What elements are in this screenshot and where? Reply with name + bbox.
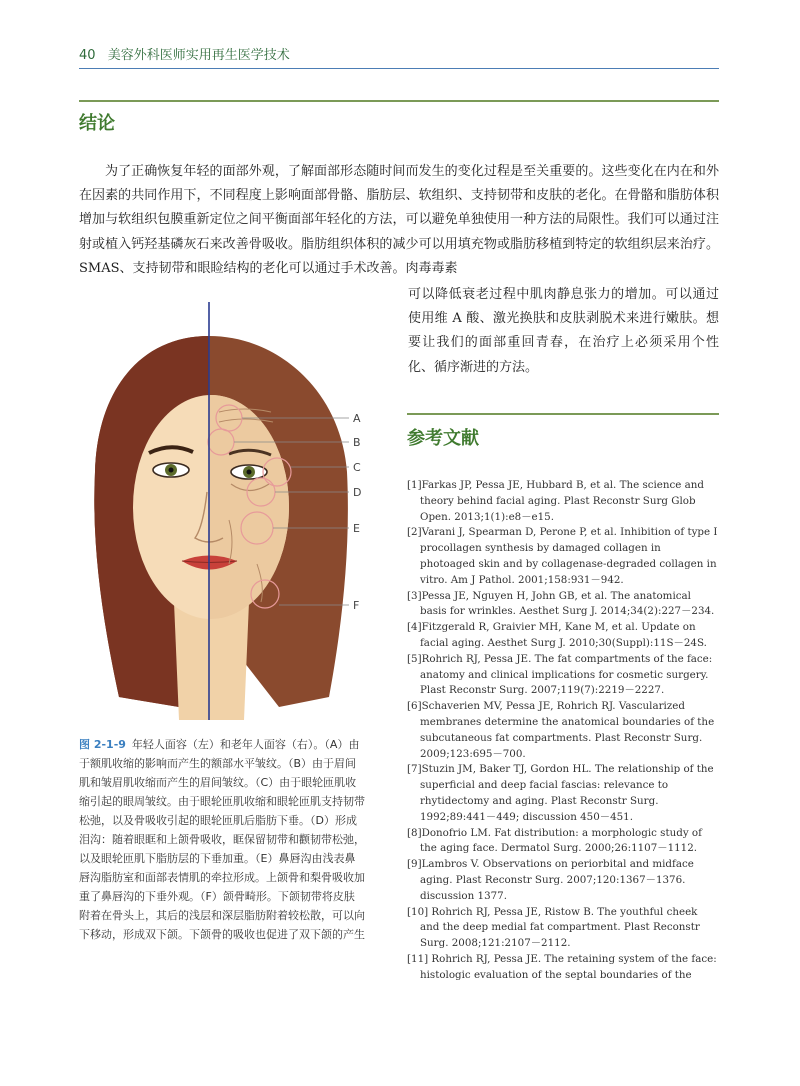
book-title: 美容外科医师实用再生医学技术 [107, 48, 290, 63]
header-rule [79, 68, 719, 69]
figure-caption-text: 年轻人面容（左）和老年人面容（右）。（A）由于额肌收缩的影响而产生的额部水平皱纹。（B）由于眉间肌和皱眉肌收缩而产生的眉间皱纹。（C）由于眼轮匝肌收缩引起的眼周皱纹。由于眼轮匝肌收缩和眼轮匝肌支持韧带松弛，以及骨吸收引起的眼轮匝肌后脂肪下垂。（D）形成泪沟：随着眼眶和上颌骨吸收，眶保留韧带和颧韧带松弛，以及眼轮匝肌下脂肪层的下垂加重。（E）鼻唇沟由浅表鼻唇沟脂肪室和面部表情肌的牵拉形成。上颌骨和梨骨吸收加重了鼻唇沟的下垂外观。（F）颌骨畸形。下颌韧带将皮肤附着在骨头上，其后的浅层和深层脂肪附着较松散，可以向下移动，形成双下颌。下颌骨的吸收也促进了双下颌的产生 [79, 738, 365, 941]
face [133, 395, 289, 619]
label-a: A [353, 412, 361, 425]
figure-caption-label: 图 2-1-9 [79, 738, 126, 751]
figure-caption [79, 735, 365, 944]
reference-item: [1]Farkas JP, Pessa JE, Hubbard B, et al. The science and theory behind facial aging. Plast Reconstr Surg Glob Open. 2013;1(1):e8－e15. [407, 479, 705, 523]
references-heading: 参考文献 [407, 428, 479, 449]
conclusion-paragraph: 为了正确恢复年轻的面部外观，了解面部形态随时间而发生的变化过程是至关重要的。这些变化在内在和外在因素的共同作用下，不同程度上影响面部骨骼、脂肪层、软组织、支持韧带和皮肤的老化。在骨骼和脂肪体积增加与软组织包膜重新定位之间平衡面部年轻化的方法，可以避免单独使用一种方法的局限性。我们可以通过注射或植入钙羟基磷灰石来改善骨吸收。脂肪组织体积的减少可以用填充物或脂肪移植到特定的软组织层来治疗。SMAS、支持韧带和眼睑结构的老化可以通过手术改善。肉毒毒素 [79, 164, 719, 276]
reference-item: [9]Lambros V. Observations on periorbital and midface aging. Plast Reconstr Surg. 2007;120:1367－1376. discussion 1377. [407, 858, 694, 902]
reference-item: [7]Stuzin JM, Baker TJ, Gordon HL. The relationship of the superficial and deep facial fascias: relevance to rhytidectomy and aging. Plast Reconstr Surg. 1992;89:441－449; discussion 450－451. [407, 763, 714, 823]
label-b: B [353, 436, 361, 449]
label-c: C [353, 461, 361, 474]
reference-item: [3]Pessa JE, Nguyen H, John GB, et al. The anatomical basis for wrinkles. Aesthet Surg J. 2014;34(2):227－234. [407, 589, 715, 618]
references-rule [407, 413, 719, 415]
face-aging-figure [79, 302, 399, 720]
reference-list [407, 478, 719, 984]
running-header [79, 44, 290, 63]
conclusion-paragraph-continued: 可以降低衰老过程中肌肉静息张力的增加。可以通过使用维 A 酸、激光换肤和皮肤剥脱术来进行嫩肤。想要让我们的面部重回青春，在治疗上必须采用个性化、循序渐进的方法。 [408, 287, 719, 375]
conclusion-rule [79, 100, 719, 102]
reference-item: [2]Varani J, Spearman D, Perone P, et al. Inhibition of type I procollagen synthesis by damaged collagen in photoaged skin and by collagenase-degraded collagen in vitro. Am J Pathol. 2001;158:931－942. [407, 526, 718, 586]
label-d: D [353, 486, 362, 499]
reference-item: [11] Rohrich RJ, Pessa JE. The retaining system of the face: histologic evaluation of the septal boundaries of the [407, 952, 717, 981]
label-f: F [353, 599, 360, 612]
conclusion-heading: 结论 [79, 113, 115, 134]
reference-item: [4]Fitzgerald R, Graivier MH, Kane M, et al. Update on facial aging. Aesthet Surg J. 2010;30(Suppl):11S－24S. [407, 621, 707, 649]
neck [174, 602, 249, 720]
page-number: 40 [79, 48, 96, 63]
reference-item: [6]Schaverien MV, Pessa JE, Rohrich RJ. Vascularized membranes determine the anatomical boundaries of the subcutaneous fat compartments. Plast Reconstr Surg. 2009;123:695－700. [407, 700, 715, 760]
label-e: E [353, 522, 360, 535]
reference-item: [8]Donofrio LM. Fat distribution: a morphologic study of the aging face. Dermatol Surg. 2000;26:1107－1112. [407, 826, 702, 855]
reference-item: [5]Rohrich RJ, Pessa JE. The fat compartments of the face: anatomy and clinical implications for cosmetic surgery. Plast Reconstr Surg. 2007;119(7):2219－2227. [407, 652, 713, 697]
marker-labels [353, 412, 361, 612]
reference-item: [10] Rohrich RJ, Pessa JE, Ristow B. The youthful cheek and the deep medial fat compartment. Plast Reconstr Surg. 2008;121:2107－2112. [407, 905, 700, 950]
